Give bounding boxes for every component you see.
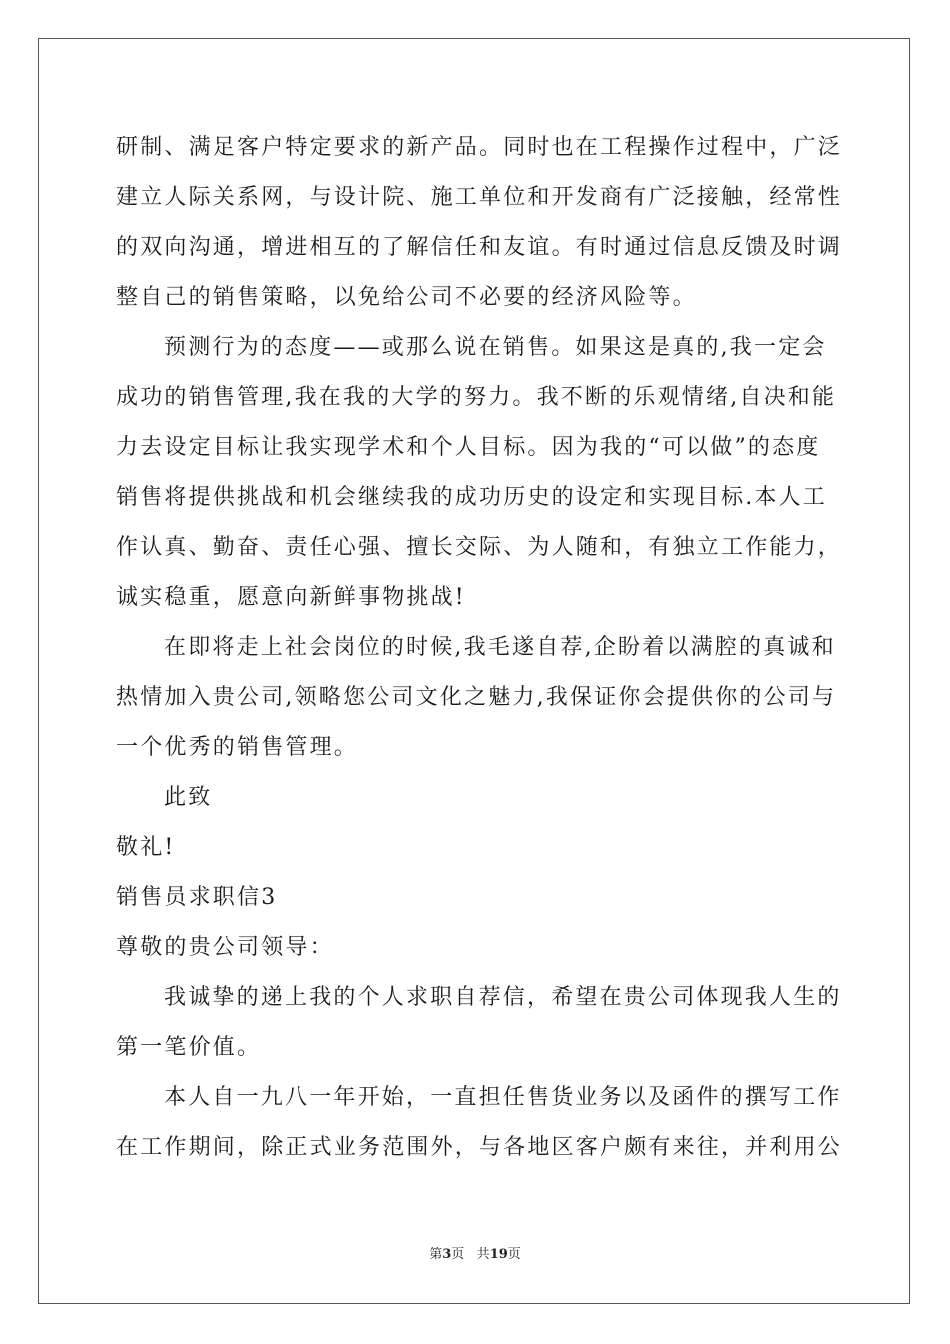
body-line: 热情加入贵公司,领略您公司文化之魅力,我保证你会提供你的公司与 [116, 685, 837, 710]
page-total: 19 [489, 1247, 508, 1262]
body-line: 诚实稳重，愿意向新鲜事物挑战! [116, 585, 466, 610]
body-line: 整自己的销售策略，以免给公司不必要的经济风险等。 [116, 285, 697, 310]
body-line: 作认真、勤奋、责任心强、擅长交际、为人随和，有独立工作能力， [116, 535, 843, 560]
closing-phrase: 此致 [164, 785, 213, 810]
page-footer [0, 1246, 950, 1264]
body-line: 第一笔价值。 [116, 1035, 262, 1060]
body-line: 研制、满足客户特定要求的新产品。同时也在工程操作过程中，广泛 [116, 135, 843, 160]
paragraph-first-line: 我诚挚的递上我的个人求职自荐信，希望在贵公司体现我人生的 [164, 985, 842, 1010]
salutation-closing: 敬礼! [116, 835, 176, 860]
body-line: 成功的销售管理,我在我的大学的努力。我不断的乐观情绪,自决和能 [116, 385, 837, 410]
salutation: 尊敬的贵公司领导： [116, 935, 334, 960]
total-suffix: 页 [507, 1247, 521, 1262]
total-prefix: 共 [476, 1247, 490, 1262]
body-line: 在工作期间，除正式业务范围外，与各地区客户颇有来往，并利用公 [116, 1135, 843, 1160]
paragraph-first-line: 预测行为的态度——或那么说在销售。如果这是真的,我一定会 [164, 335, 827, 360]
page-prefix: 第 [429, 1247, 443, 1262]
body-line: 力去设定目标让我实现学术和个人目标。因为我的“可以做”的态度 [116, 435, 821, 460]
page-suffix: 页 [451, 1247, 465, 1262]
paragraph-first-line: 在即将走上社会岗位的时候,我毛遂自荐,企盼着以满腔的真诚和 [164, 635, 836, 660]
page-current: 3 [442, 1247, 452, 1262]
body-line: 销售将提供挑战和机会继续我的成功历史的设定和实现目标.本人工 [116, 485, 827, 510]
body-line: 的双向沟通，增进相互的了解信任和友谊。有时通过信息反馈及时调 [116, 235, 843, 260]
body-line: 建立人际关系网，与设计院、施工单位和开发商有广泛接触，经常性 [116, 185, 843, 210]
body-line: 一个优秀的销售管理。 [116, 735, 359, 760]
paragraph-first-line: 本人自一九八一年开始，一直担任售货业务以及函件的撰写工作 [164, 1085, 842, 1110]
section-heading: 销售员求职信3 [116, 885, 278, 910]
